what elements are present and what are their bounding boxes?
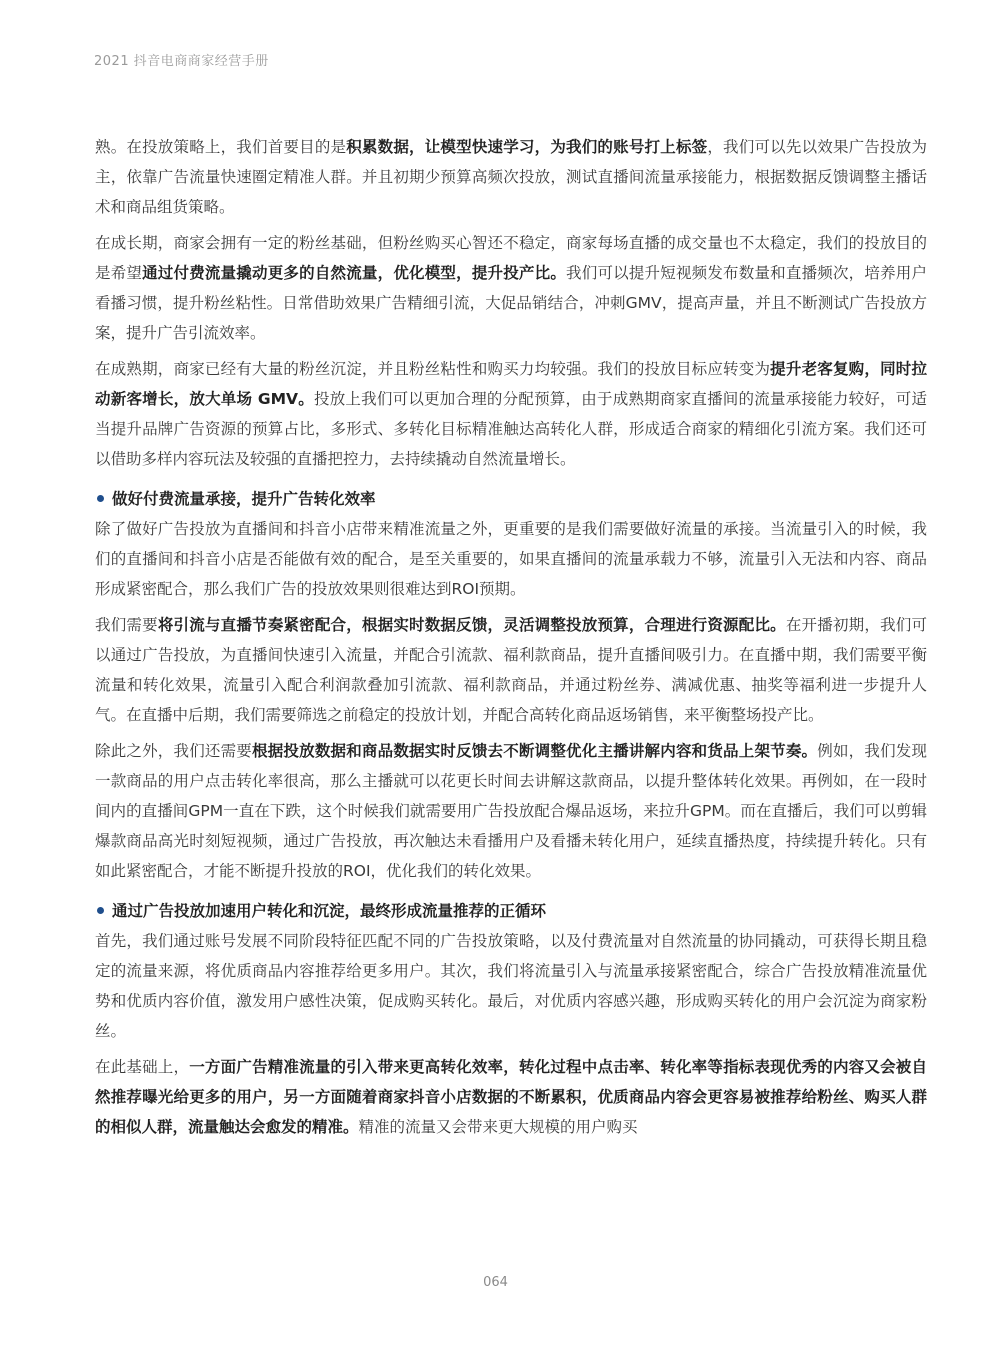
bold-text-segment: 提升老客复购，同时拉动新客增长，放大单场 GMV。 (95, 360, 927, 408)
paragraph (95, 926, 927, 1046)
text-segment: 我们可以提升短视频发布数量和直播频次，培养用户看播习惯，提升粉丝粘性。日常借助效果广告精细引流，大促品销结合，冲刺GMV，提高声量，并且不断测试广告投放方案，提升广告引流效率。 (95, 264, 927, 342)
text-segment: 投放上我们可以更加合理的分配预算，由于成熟期商家直播间的流量承接能力较好，可适当提升品牌广告资源的预算占比，多形式、多转化目标精准触达高转化人群，形成适合商家的精细化引流方案。我们还可以借助多样内容玩法及较强的直播把控力，去持续撬动自然流量增长。 (95, 390, 927, 468)
bullet-icon (97, 495, 104, 502)
text-segment: 在开播初期，我们可以通过广告投放，为直播间快速引入流量，并配合引流款、福利款商品，提升直播间吸引力。在直播中期，我们需要平衡流量和转化效果，流量引入配合利润款叠加引流款、福利款商品，并通过粉丝券、满减优惠、抽奖等福利进一步提升人气。在直播中后期，我们需要筛选之前稳定的投放计划，并配合高转化商品返场销售，来平衡整场投产比。 (95, 616, 927, 724)
text-segment: 首先，我们通过账号发展不同阶段特征匹配不同的广告投放策略，以及付费流量对自然流量的协同撬动，可获得长期且稳定的流量来源，将优质商品内容推荐给更多用户。其次，我们将流量引入与流量承接紧密配合，综合广告投放精准流量优势和优质内容价值，激发用户感性决策，促成购买转化。最后，对优质内容感兴趣，形成购买转化的用户会沉淀为商家粉丝。 (95, 932, 927, 1040)
bold-text-segment: 根据投放数据和商品数据实时反馈去不断调整优化主播讲解内容和货品上架节奏。 (252, 742, 818, 760)
bold-text-segment: 积累数据，让模型快速学习，为我们的账号打上标签 (346, 138, 708, 156)
document-header-title: 2021 抖音电商商家经营手册 (94, 54, 269, 69)
text-segment: 在成熟期，商家已经有大量的粉丝沉淀，并且粉丝粘性和购买力均较强。我们的投放目标应转变为 (95, 360, 771, 378)
text-segment: 在此基础上， (95, 1058, 190, 1076)
bold-text-segment: 将引流与直播节奏紧密配合，根据实时数据反馈，灵活调整投放预算，合理进行资源配比。 (157, 616, 786, 634)
text-segment: 除了做好广告投放为直播间和抖音小店带来精准流量之外，更重要的是我们需要做好流量的承接。当流量引入的时候，我们的直播间和抖音小店是否能做有效的配合，是至关重要的，如果直播间的流量承载力不够，流量引入无法和内容、商品形成紧密配合，那么我们广告的投放效果则很难达到ROI预期。 (95, 520, 927, 598)
section-heading-text: 做好付费流量承接，提升广告转化效率 (112, 490, 376, 508)
paragraph (95, 736, 927, 886)
document-body (95, 132, 927, 1148)
text-segment: 精准的流量又会带来更大规模的用户购买 (358, 1118, 638, 1136)
page-number: 064 (483, 1275, 508, 1290)
text-segment: 除此之外，我们还需要 (95, 742, 253, 760)
text-segment: 熟。在投放策略上，我们首要目的是 (95, 138, 347, 156)
bold-text-segment: 通过付费流量撬动更多的自然流量，优化模型，提升投产比。 (142, 264, 567, 282)
text-segment: 我们需要 (95, 616, 158, 634)
text-segment: 例如，我们发现一款商品的用户点击转化率很高，那么主播就可以花更长时间去讲解这款商品，以提升整体转化效果。再例如，在一段时间内的直播间GPM一直在下跌，这个时候我们就需要用广告投放配合爆品返场，来拉升GPM。而在直播后，我们可以剪辑爆款商品高光时刻短视频，通过广告投放，再次触达未看播用户及看播未转化用户，延续直播热度，持续提升转化。只有如此紧密配合，才能不断提升投放的ROI，优化我们的转化效果。 (95, 742, 927, 880)
section-heading-text: 通过广告投放加速用户转化和沉淀，最终形成流量推荐的正循环 (112, 902, 547, 920)
bold-text-segment: 一方面广告精准流量的引入带来更高转化效率，转化过程中点击率、转化率等指标表现优秀的内容又会被自然推荐曝光给更多的用户，另一方面随着商家抖音小店数据的不断累积，优质商品内容会更容易被推荐给粉丝、购买人群的相似人群，流量触达会愈发的精准。 (95, 1058, 927, 1136)
paragraph (95, 354, 927, 474)
paragraph (95, 132, 927, 222)
section-heading (95, 896, 927, 926)
paragraph (95, 228, 927, 348)
paragraph (95, 1052, 927, 1142)
text-segment: ，我们可以先以效果广告投放为主，依靠广告流量快速圈定精准人群。并且初期少预算高频次投放，测试直播间流量承接能力，根据数据反馈调整主播话术和商品组货策略。 (95, 138, 927, 216)
section-heading (95, 484, 927, 514)
paragraph (95, 610, 927, 730)
bullet-icon (97, 907, 104, 914)
paragraph (95, 514, 927, 604)
text-segment: 在成长期，商家会拥有一定的粉丝基础，但粉丝购买心智还不稳定，商家每场直播的成交量也不太稳定，我们的投放目的是希望 (95, 234, 927, 282)
